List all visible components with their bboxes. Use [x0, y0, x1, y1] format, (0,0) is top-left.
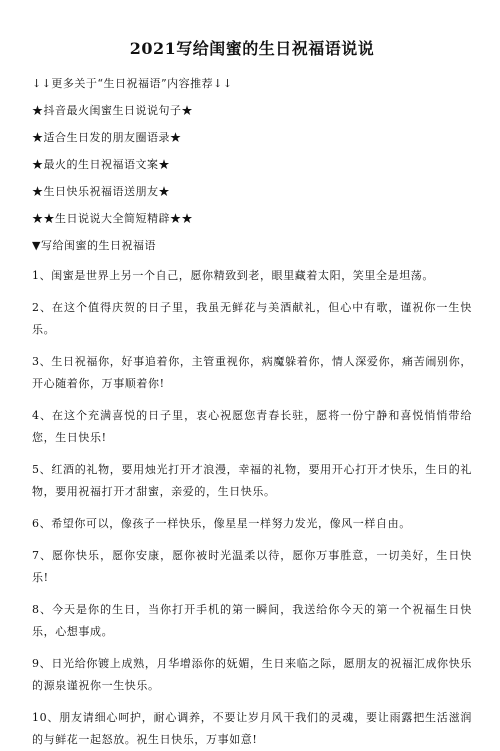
section-heading: ▼写给闺蜜的生日祝福语	[32, 239, 156, 252]
recommend-link-1[interactable]: ★抖音最火闺蜜生日说说句子★	[32, 104, 193, 117]
recommend-link-4[interactable]: ★生日快乐祝福语送朋友★	[32, 185, 170, 198]
paragraph-5: 5、红酒的礼物，要用烛光打开才浪漫，幸福的礼物，要用开心打开才快乐，生日的礼物，要用祝福打开才甜蜜，亲爱的，生日快乐。	[32, 463, 472, 498]
paragraph-9: 9、日光给你镀上成熟，月华增添你的妩媚，生日来临之际，愿朋友的祝福汇成你快乐的源泉谨祝你一生快乐。	[32, 657, 472, 692]
paragraph-4: 4、在这个充满喜悦的日子里，衷心祝愿您青春长驻，愿将一份宁静和喜悦悄悄带给您，生日快乐!	[32, 409, 472, 444]
paragraph-7: 7、愿你快乐，愿你安康，愿你被时光温柔以待，愿你万事胜意，一切美好，生日快乐!	[32, 549, 472, 584]
paragraph-1: 1、闺蜜是世界上另一个自己，愿你精致到老，眼里藏着太阳，笑里全是坦荡。	[32, 269, 434, 282]
recommend-link-3[interactable]: ★最火的生日祝福语文案★	[32, 158, 170, 171]
recommend-intro: ↓↓更多关于“生日祝福语”内容推荐↓↓	[32, 77, 233, 90]
recommend-link-2[interactable]: ★适合生日发的朋友圈语录★	[32, 131, 182, 144]
paragraph-6: 6、希望你可以，像孩子一样快乐，像星星一样努力发光，像风一样自由。	[32, 517, 411, 530]
paragraph-10: 10、朋友请细心呵护，耐心调养，不要让岁月风干我们的灵魂，要让雨露把生活滋润的与鲜花一起怒放。祝生日快乐，万事如意!	[32, 711, 472, 746]
paragraph-2: 2、在这个值得庆贺的日子里，我虽无鲜花与美酒献礼，但心中有歌，谨祝你一生快乐。	[32, 301, 472, 336]
page-title: 2021写给闺蜜的生日祝福语说说	[129, 39, 375, 58]
paragraph-8: 8、今天是你的生日，当你打开手机的第一瞬间，我送给你今天的第一个祝福生日快乐，心想事成。	[32, 603, 472, 638]
paragraph-3: 3、生日祝福你，好事追着你，主管重视你，病魔躲着你，情人深爱你，痛苦闹别你，开心随着你，万事顺着你!	[32, 355, 472, 390]
recommend-link-5[interactable]: ★★生日说说大全简短精辟★★	[32, 212, 193, 225]
